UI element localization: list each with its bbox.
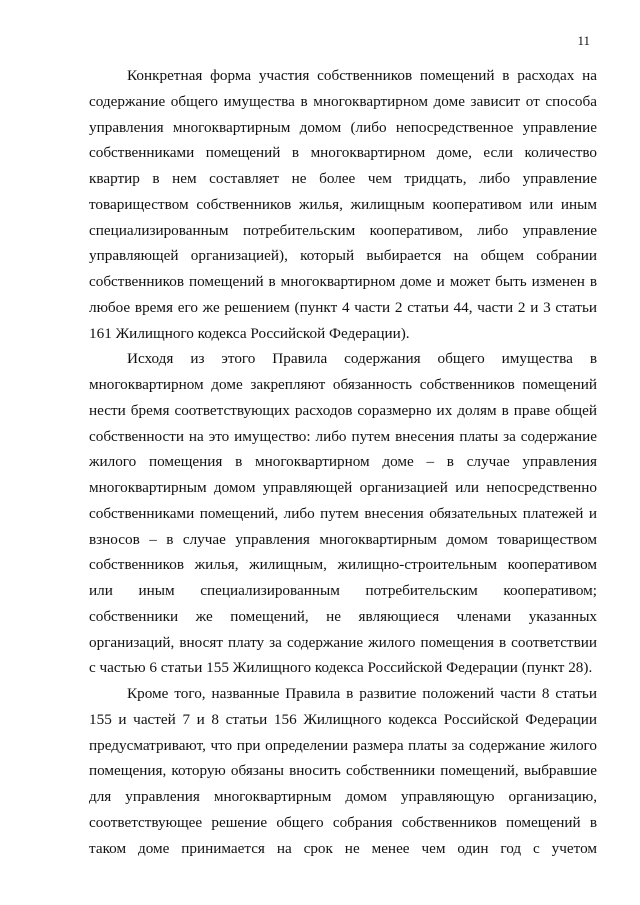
text-line: собственников помещений в многоквартирном доме и может быть изменен в [89, 273, 597, 290]
text-line: нести бремя соответствующих расходов соразмерно их долям в праве общей [89, 401, 597, 419]
text-line: жилого помещения в многоквартирном доме – в случае управления [89, 453, 597, 471]
paragraph-1 [89, 63, 597, 346]
text-line: любое время его же решением (пункт 4 части 2 статьи 44, части 2 и 3 статьи [89, 298, 597, 316]
body-text [89, 63, 597, 861]
text-line: собственники же помещений, не являющиеся членами указанных [89, 607, 597, 625]
text-line: Конкретная форма участия собственников помещений в расходах на [127, 67, 597, 84]
text-line: собственности на это имущество: либо путем внесения платы за содержание [89, 427, 597, 445]
text-line: таком доме принимается на срок не менее чем один год с учетом [89, 839, 597, 857]
text-line: многоквартирном доме закрепляют обязанность собственников помещений [89, 376, 597, 393]
text-line: помещения, которую обязаны вносить собственники помещений, выбравшие [89, 762, 597, 780]
text-line: управляющей организацией), который выбирается на общем собрании [89, 247, 597, 265]
paragraph-3 [89, 681, 597, 861]
text-line: собственниками помещений в многоквартирном доме, если количество [89, 144, 597, 162]
text-line: или иным специализированным потребительским кооперативом; [89, 582, 597, 599]
text-line: для управления многоквартирным домом управляющую организацию, [89, 788, 597, 805]
text-line: собственниками помещений, либо путем внесения обязательных платежей и [89, 504, 597, 522]
text-line: предусматривают, что при определении размера платы за содержание жилого [89, 736, 597, 754]
text-line: Кроме того, названные Правила в развитие положений части 8 статьи [127, 685, 597, 702]
paragraph-2 [89, 346, 597, 681]
text-line: соответствующее решение общего собрания собственников помещений в [89, 813, 597, 831]
text-line: взносов – в случае управления многоквартирным домом товариществом [89, 530, 597, 548]
text-line: организаций, вносят плату за содержание жилого помещения в соответствии [89, 633, 597, 651]
text-line: многоквартирным домом управляющей организацией или непосредственно [89, 479, 597, 496]
text-line: с частью 6 статьи 155 Жилищного кодекса Российской Федерации (пункт 28). [89, 659, 593, 677]
text-line: Исходя из этого Правила содержания общего имущества в [127, 350, 597, 368]
text-line: специализированным потребительским кооперативом, либо управление [89, 221, 597, 239]
text-line: содержание общего имущества в многоквартирном доме зависит от способа [89, 92, 597, 110]
text-line: товариществом собственников жилья, жилищным кооперативом или иным [89, 195, 597, 213]
text-line: 155 и частей 7 и 8 статьи 156 Жилищного кодекса Российской Федерации [89, 710, 597, 728]
text-line: собственников жилья, жилищным, жилищно-строительным кооперативом [89, 556, 597, 574]
text-line: 161 Жилищного кодекса Российской Федерации). [89, 324, 410, 342]
text-line: квартир в нем составляет не более чем тридцать, либо управление [89, 170, 597, 187]
page-number: 11 [577, 33, 590, 48]
text-line: управления многоквартирным домом (либо непосредственное управление [89, 118, 597, 136]
